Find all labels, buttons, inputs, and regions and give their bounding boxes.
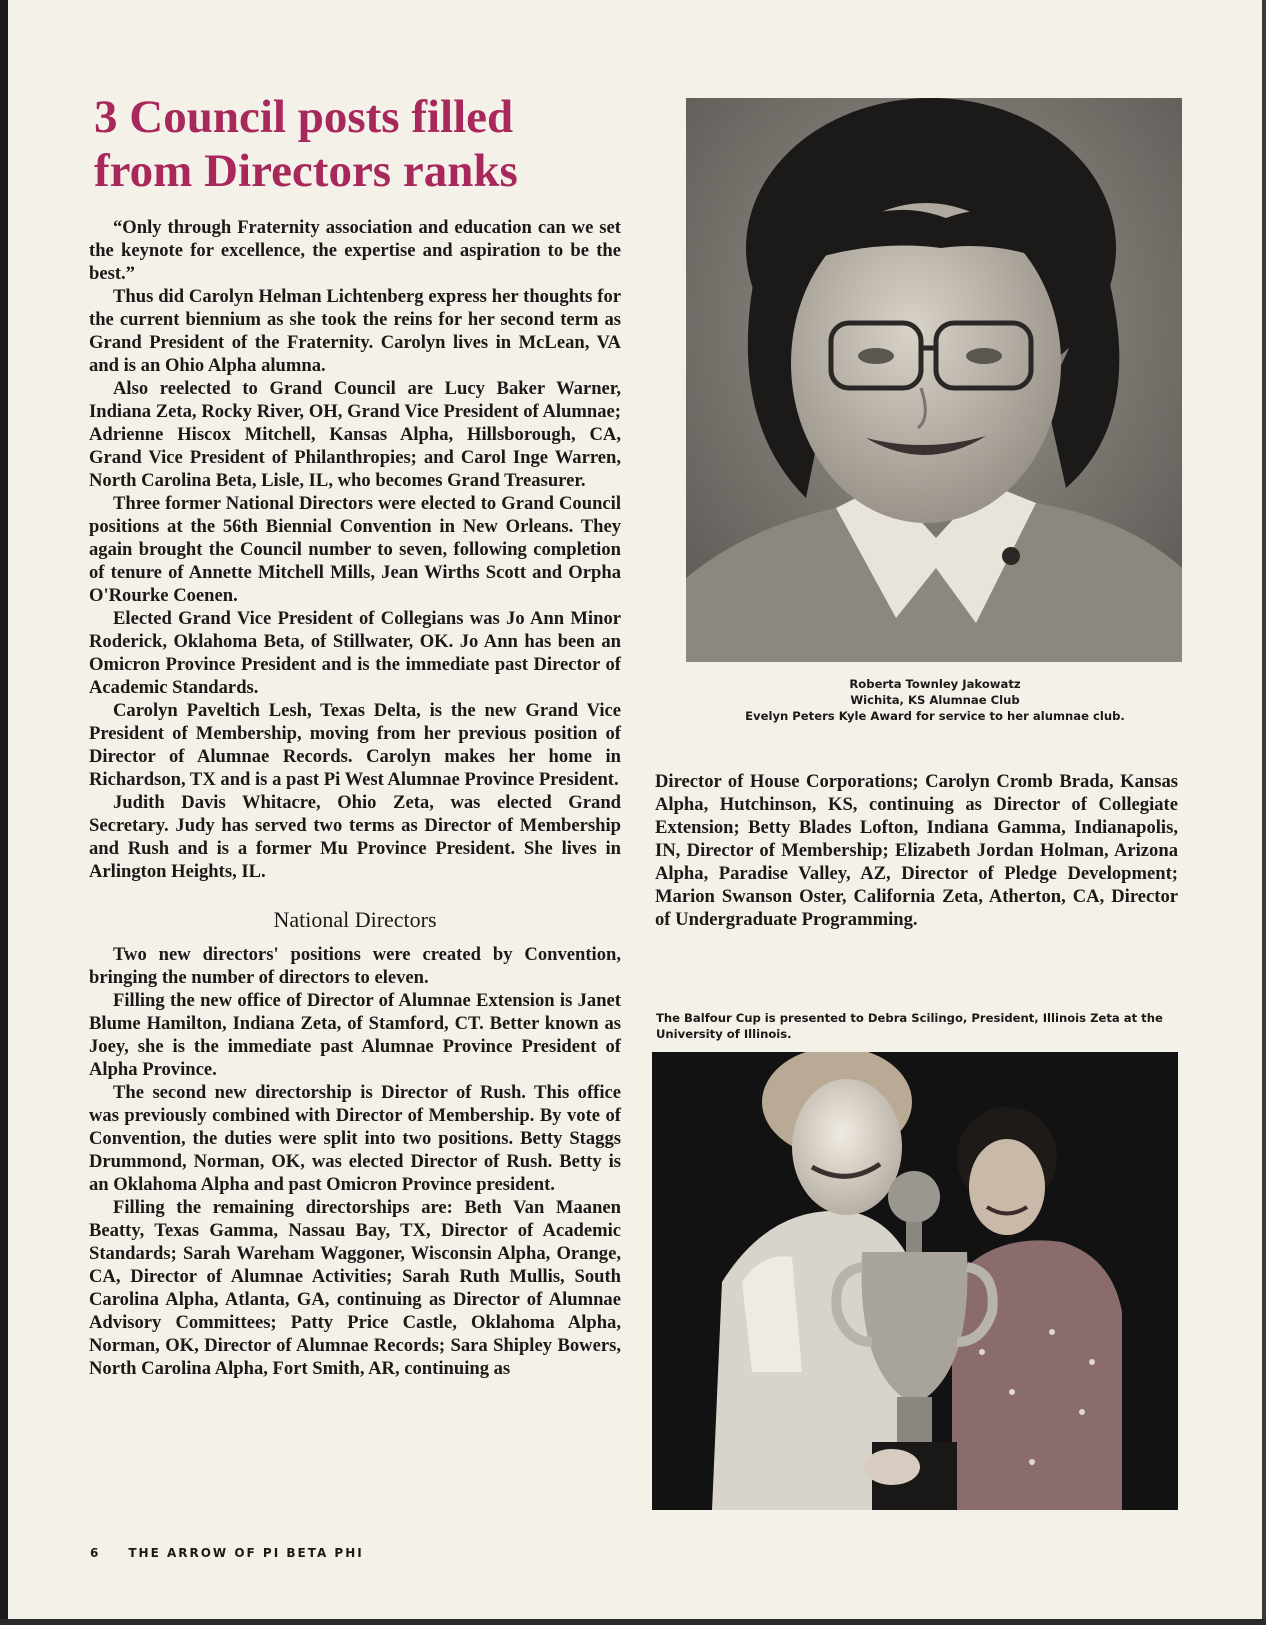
- paragraph: Elected Grand Vice President of Collegians was Jo Ann Minor Roderick, Oklahoma Beta, of Stillwater, OK. Jo Ann has been an Omicron Province President and is the immediate past Director of Academic Standards.: [89, 608, 621, 698]
- paragraph: Filling the remaining directorships are: Beth Van Maanen Beatty, Texas Gamma, Nassau Bay, TX, Director of Academic Standards; Sarah Wareham Waggoner, Wisconsin Alpha, Orange, CA, Director of Alumnae Activities; Sarah Ruth Mullis, South Carolina Alpha, Atlanta, GA, continuing as Director of Alumnae Advisory Committees; Patty Price Castle, Oklahoma Alpha, Norman, OK, Director of Alumnae Records; Sara Shipley Bowers, North Carolina Alpha, Fort Smith, AR, continuing as: [89, 1197, 621, 1379]
- section-heading-national-directors: National Directors: [273, 907, 437, 932]
- paragraph: Carolyn Paveltich Lesh, Texas Delta, is the new Grand Vice President of Membership, moving from her previous position of Director of Alumnae Records. Carolyn makes her home in Richardson, TX and is a past Pi West Alumnae Province President.: [89, 700, 621, 790]
- paragraph: Thus did Carolyn Helman Lichtenberg express her thoughts for the current biennium as she took the reins for her second term as Grand President of the Fraternity. Carolyn lives in McLean, VA and is an Ohio Alpha alumna.: [89, 286, 621, 376]
- paragraph: The second new directorship is Director of Rush. This office was previously combined with Director of Membership. By vote of Convention, the duties were split into two positions. Betty Staggs Drummond, Norman, OK, was elected Director of Rush. Betty is an Oklahoma Alpha and past Omicron Province president.: [89, 1082, 621, 1195]
- paragraph: Filling the new office of Director of Alumnae Extension is Janet Blume Hamilton, Indiana Zeta, of Stamford, CT. Better known as Joey, she is the immediate past Alumnae Province President of Alpha Province.: [89, 990, 621, 1080]
- left-column: [89, 216, 621, 1380]
- scan-border-left: [0, 0, 8, 1625]
- headline-line-1: 3 Council posts filled: [94, 91, 514, 143]
- page-number: 6: [90, 1546, 101, 1560]
- cup-photo-caption: The Balfour Cup is presented to Debra Scilingo, President, Illinois Zeta at the University of Illinois.: [656, 1011, 1163, 1041]
- scan-border-bottom: [0, 1619, 1266, 1625]
- publication-name: THE ARROW OF PI BETA PHI: [128, 1546, 364, 1560]
- headline-line-2: from Directors ranks: [94, 145, 518, 197]
- paragraph: Two new directors' positions were created by Convention, bringing the number of directors to eleven.: [89, 944, 621, 988]
- portrait-photo: [686, 98, 1182, 662]
- paragraph-continued: Director of House Corporations; Carolyn Cromb Brada, Kansas Alpha, Hutchinson, KS, continuing as Director of Collegiate Extension; Betty Blades Lofton, Indiana Gamma, Indianapolis, IN, Director of Membership; Elizabeth Jordan Holman, Arizona Alpha, Paradise Valley, AZ, Director of Pledge Development; Marion Swanson Oster, California Zeta, Atherton, CA, Director of Undergraduate Programming.: [655, 771, 1178, 930]
- scan-border-right: [1262, 0, 1266, 1625]
- right-column: [655, 770, 1178, 931]
- paragraph-quote: “Only through Fraternity association and education can we set the keynote for excellence, the expertise and aspiration to be the best.”: [89, 217, 621, 284]
- page-title: [94, 90, 654, 198]
- caption-club: Wichita, KS Alumnae Club: [850, 693, 1020, 707]
- caption-name: Roberta Townley Jakowatz: [849, 677, 1021, 691]
- paragraph: Also reelected to Grand Council are Lucy Baker Warner, Indiana Zeta, Rocky River, OH, Grand Vice President of Alumnae; Adrienne Hiscox Mitchell, Kansas Alpha, Hillsborough, CA, Grand Vice President of Philanthropies; and Carol Inge Warren, North Carolina Beta, Lisle, IL, who becomes Grand Treasurer.: [89, 378, 621, 491]
- paragraph: Judith Davis Whitacre, Ohio Zeta, was elected Grand Secretary. Judy has served two terms as Director of Membership and Rush and is a former Mu Province President. She lives in Arlington Heights, IL.: [89, 792, 621, 882]
- trophy-photo: [652, 1052, 1178, 1510]
- portrait-caption: [660, 676, 1210, 724]
- paragraph: Three former National Directors were elected to Grand Council positions at the 56th Biennial Convention in New Orleans. They again brought the Council number to seven, following completion of tenure of Annette Mitchell Mills, Jean Wirths Scott and Orpha O'Rourke Coenen.: [89, 493, 621, 606]
- page-footer: [90, 1546, 392, 1560]
- caption-award: Evelyn Peters Kyle Award for service to her alumnae club.: [745, 709, 1125, 723]
